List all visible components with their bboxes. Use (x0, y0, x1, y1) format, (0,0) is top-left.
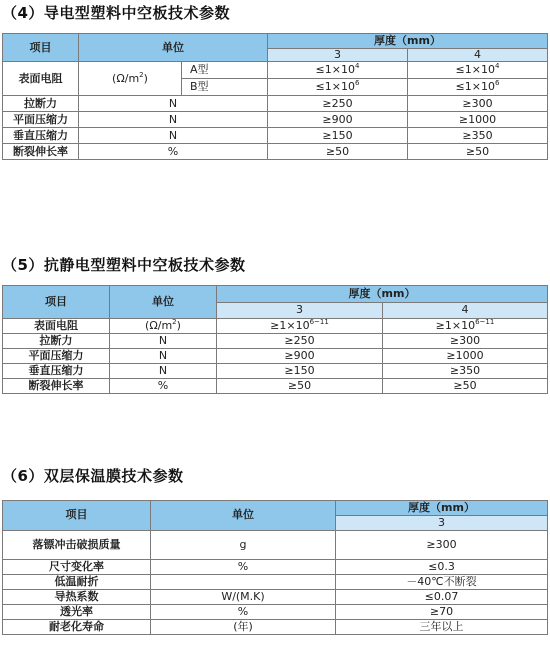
header-unit: 单位 (79, 34, 268, 62)
row-label: 拉断力 (3, 96, 79, 112)
row-value-3: ≥300 (336, 531, 548, 560)
row-value-4: ≥350 (408, 128, 548, 144)
row-value-4: ≥1000 (383, 349, 548, 364)
row-label: 落镖冲击破损质量 (3, 531, 151, 560)
row-unit: g (151, 531, 336, 560)
header-thickness: 厚度（mm） (217, 286, 548, 303)
row-label: 平面压缩力 (3, 349, 110, 364)
row-value-4: ≥50 (383, 379, 548, 394)
row-unit: % (151, 605, 336, 620)
header-thickness: 厚度（mm） (336, 501, 548, 516)
header-thickness-4: 4 (408, 49, 548, 62)
row-label: 垂直压缩力 (3, 128, 79, 144)
section5-table (2, 285, 548, 394)
row-value-4: ≥50 (408, 144, 548, 160)
row-value-3: 三年以上 (336, 620, 548, 635)
header-thickness-3: 3 (268, 49, 408, 62)
header-item: 项目 (3, 501, 151, 531)
header-thickness-4: 4 (383, 303, 548, 319)
value-b-3: $\le 1\times 10^6$ (268, 79, 408, 96)
row-value-3: ≥70 (336, 605, 548, 620)
section4-title: （4）导电型塑料中空板技术参数 (2, 4, 230, 22)
header-thickness: 厚度（mm） (268, 34, 548, 49)
row-value-3: ≥150 (217, 364, 383, 379)
header-item: 项目 (3, 286, 110, 319)
row-label: 拉断力 (3, 334, 110, 349)
row-value-3: ≥50 (268, 144, 408, 160)
row-value-4: ≥350 (383, 364, 548, 379)
section6-title: （6）双层保温膜技术参数 (2, 467, 184, 485)
row-label: 断裂伸长率 (3, 379, 110, 394)
surface-unit: $(\Omega/m^2)$ (79, 62, 182, 96)
header-unit: 单位 (110, 286, 217, 319)
row-unit: N (79, 128, 268, 144)
row-label-surface: 表面电阻 (3, 319, 110, 334)
row-value-4: ≥300 (408, 96, 548, 112)
row-value-3: ≥50 (217, 379, 383, 394)
value-a-3: $\le 1\times 10^4$ (268, 62, 408, 79)
row-value-3: ≥250 (268, 96, 408, 112)
row-label: 导热系数 (3, 590, 151, 605)
section4-table (2, 33, 548, 160)
row-value-3: ≥150 (268, 128, 408, 144)
section5-title: （5）抗静电型塑料中空板技术参数 (2, 256, 246, 274)
row-value-3: ≥900 (268, 112, 408, 128)
value-b-4: $\le 1\times 10^6$ (408, 79, 548, 96)
row-unit: N (110, 349, 217, 364)
surface-value-3: $\ge 1\times 10^{6\sim 11}$ (217, 319, 383, 334)
row-value-3: ≥250 (217, 334, 383, 349)
row-value-3: ≥900 (217, 349, 383, 364)
row-label: 尺寸变化率 (3, 560, 151, 575)
row-label: 透光率 (3, 605, 151, 620)
row-unit: (年) (151, 620, 336, 635)
header-thickness-3: 3 (336, 516, 548, 531)
surface-value-4: $\ge 1\times 10^{6\sim 11}$ (383, 319, 548, 334)
row-label: 低温耐折 (3, 575, 151, 590)
row-unit: N (79, 112, 268, 128)
value-a-4: $\le 1\times 10^4$ (408, 62, 548, 79)
row-label: 耐老化寿命 (3, 620, 151, 635)
header-thickness-3: 3 (217, 303, 383, 319)
row-unit: N (110, 364, 217, 379)
row-value-3: ≤0.3 (336, 560, 548, 575)
type-a: A型 (182, 62, 268, 79)
row-unit: W/(M.K) (151, 590, 336, 605)
row-unit: N (79, 96, 268, 112)
header-item: 项目 (3, 34, 79, 62)
row-label: 垂直压缩力 (3, 364, 110, 379)
row-unit: N (110, 334, 217, 349)
row-unit: % (110, 379, 217, 394)
row-value-4: ≥1000 (408, 112, 548, 128)
row-value-4: ≥300 (383, 334, 548, 349)
row-label: 断裂伸长率 (3, 144, 79, 160)
row-unit: % (79, 144, 268, 160)
row-value-3: －40℃不断裂 (336, 575, 548, 590)
row-label-surface: 表面电阻 (3, 62, 79, 96)
type-b: B型 (182, 79, 268, 96)
row-unit: % (151, 560, 336, 575)
surface-unit: $(\Omega/m^2)$ (110, 319, 217, 334)
row-value-3: ≤0.07 (336, 590, 548, 605)
row-unit (151, 575, 336, 590)
header-unit: 单位 (151, 501, 336, 531)
section6-table (2, 500, 548, 635)
row-label: 平面压缩力 (3, 112, 79, 128)
